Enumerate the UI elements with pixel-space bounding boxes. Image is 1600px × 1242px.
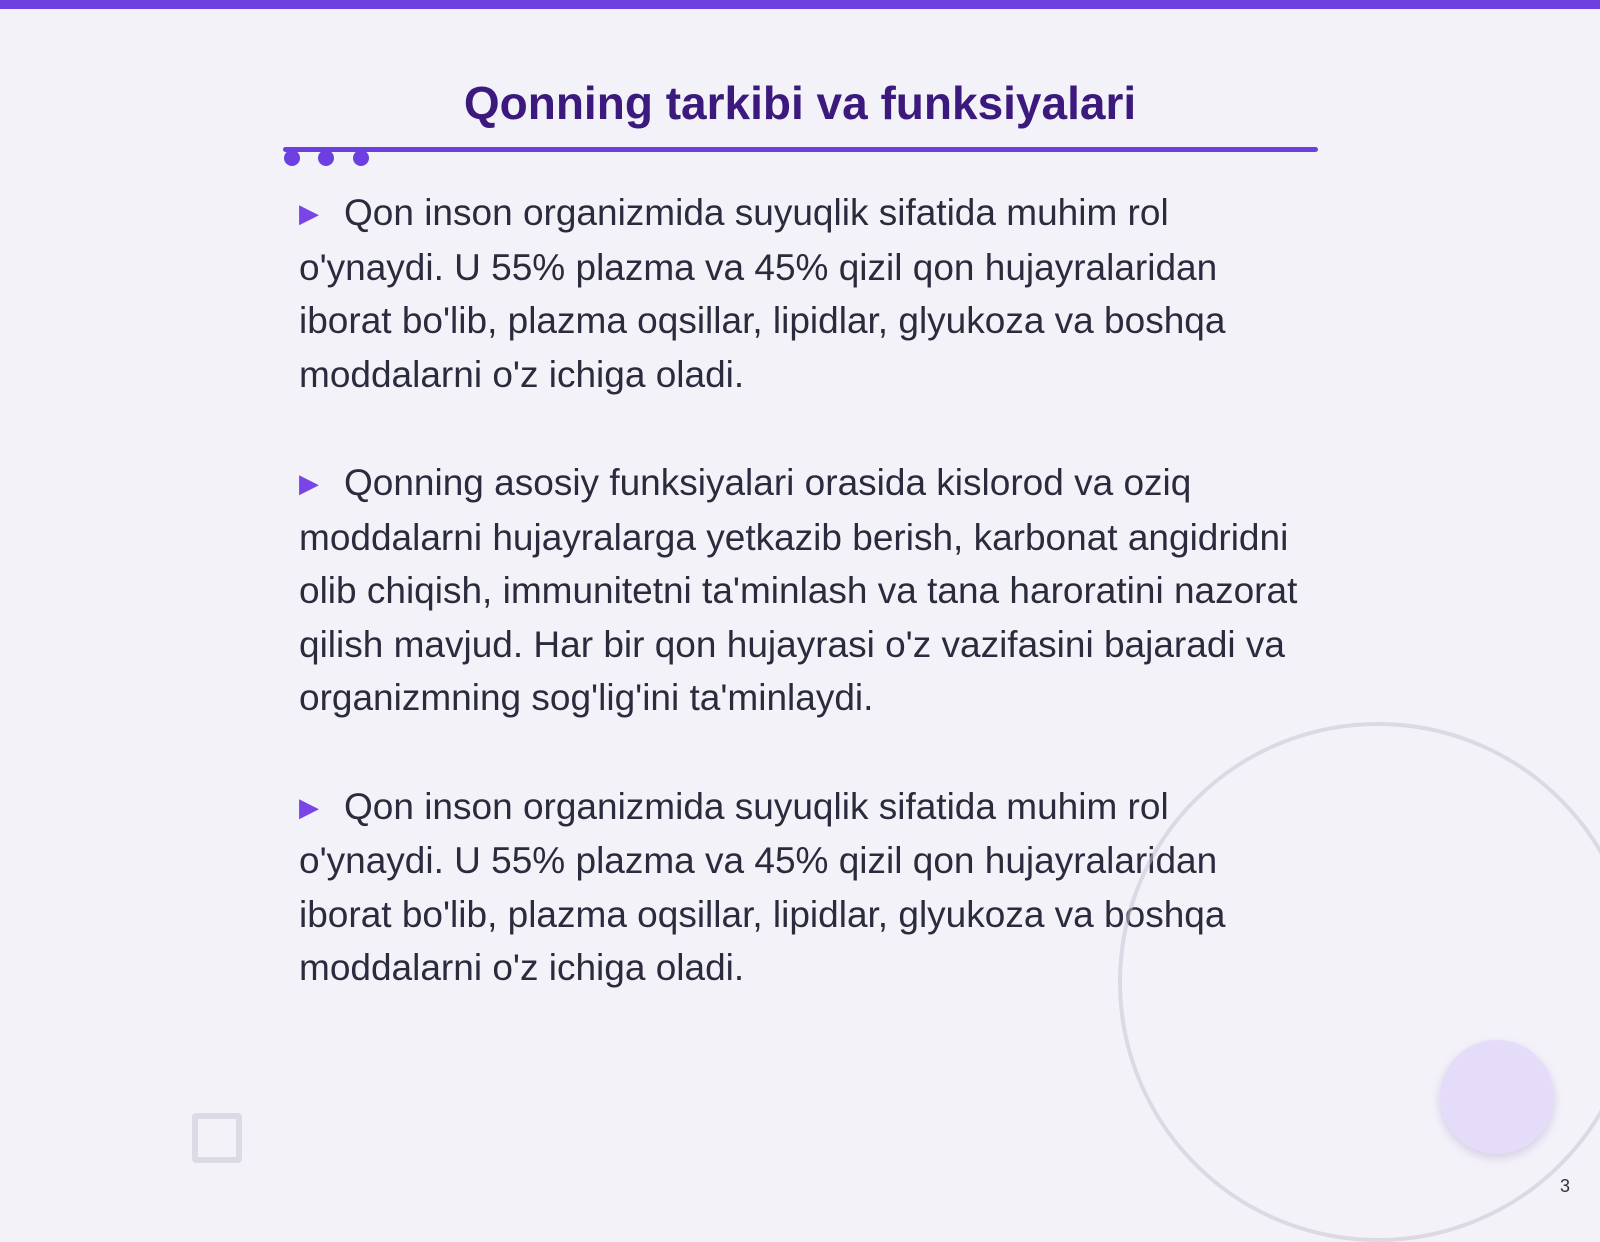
triangle-bullet-icon: ▶ bbox=[299, 198, 319, 228]
triangle-bullet-icon: ▶ bbox=[299, 791, 319, 822]
decorative-square bbox=[192, 1113, 242, 1163]
top-accent-bar bbox=[0, 0, 1600, 9]
decorative-disc bbox=[1440, 1040, 1554, 1154]
paragraph-text: Qon inson organizmida suyuqlik sifatida muhim rol o'ynaydi. U 55% plazma va 45% qizil qon hujayralaridan iborat bo'lib, plazma oqsillar, lipidlar, glyukoza va boshqa moddalarni o'z ichiga oladi. bbox=[299, 192, 1226, 395]
underline-dot bbox=[284, 150, 300, 166]
paragraph-text: Qon inson organizmida suyuqlik sifatida muhim rol o'ynaydi. U 55% plazma va 45% qizil qon hujayralaridan iborat bo'lib, plazma oqsillar, lipidlar, glyukoza va boshqa moddalarni o'z ichiga oladi. bbox=[299, 785, 1226, 988]
title-underline bbox=[283, 147, 1318, 152]
paragraph-text: Qonning asosiy funksiyalari orasida kislorod va oziq moddalarni hujayralarga yetkazib berish, karbonat angidridni olib chiqish, immunitetni ta'minlash va tana haroratini nazorat qilish mavjud. Har bir qon hujayrasi o'z vazifasini bajaradi va organizmning sog'lig'ini ta'minlaydi. bbox=[299, 462, 1298, 718]
bullet-paragraph bbox=[299, 186, 1309, 401]
underline-dot bbox=[318, 150, 334, 166]
slide-title: Qonning tarkibi va funksiyalari bbox=[463, 77, 1137, 129]
underline-dot bbox=[353, 150, 369, 166]
triangle-bullet-icon: ▶ bbox=[299, 468, 319, 498]
page-number: 3 bbox=[1559, 1176, 1570, 1196]
bullet-paragraph bbox=[299, 456, 1309, 725]
